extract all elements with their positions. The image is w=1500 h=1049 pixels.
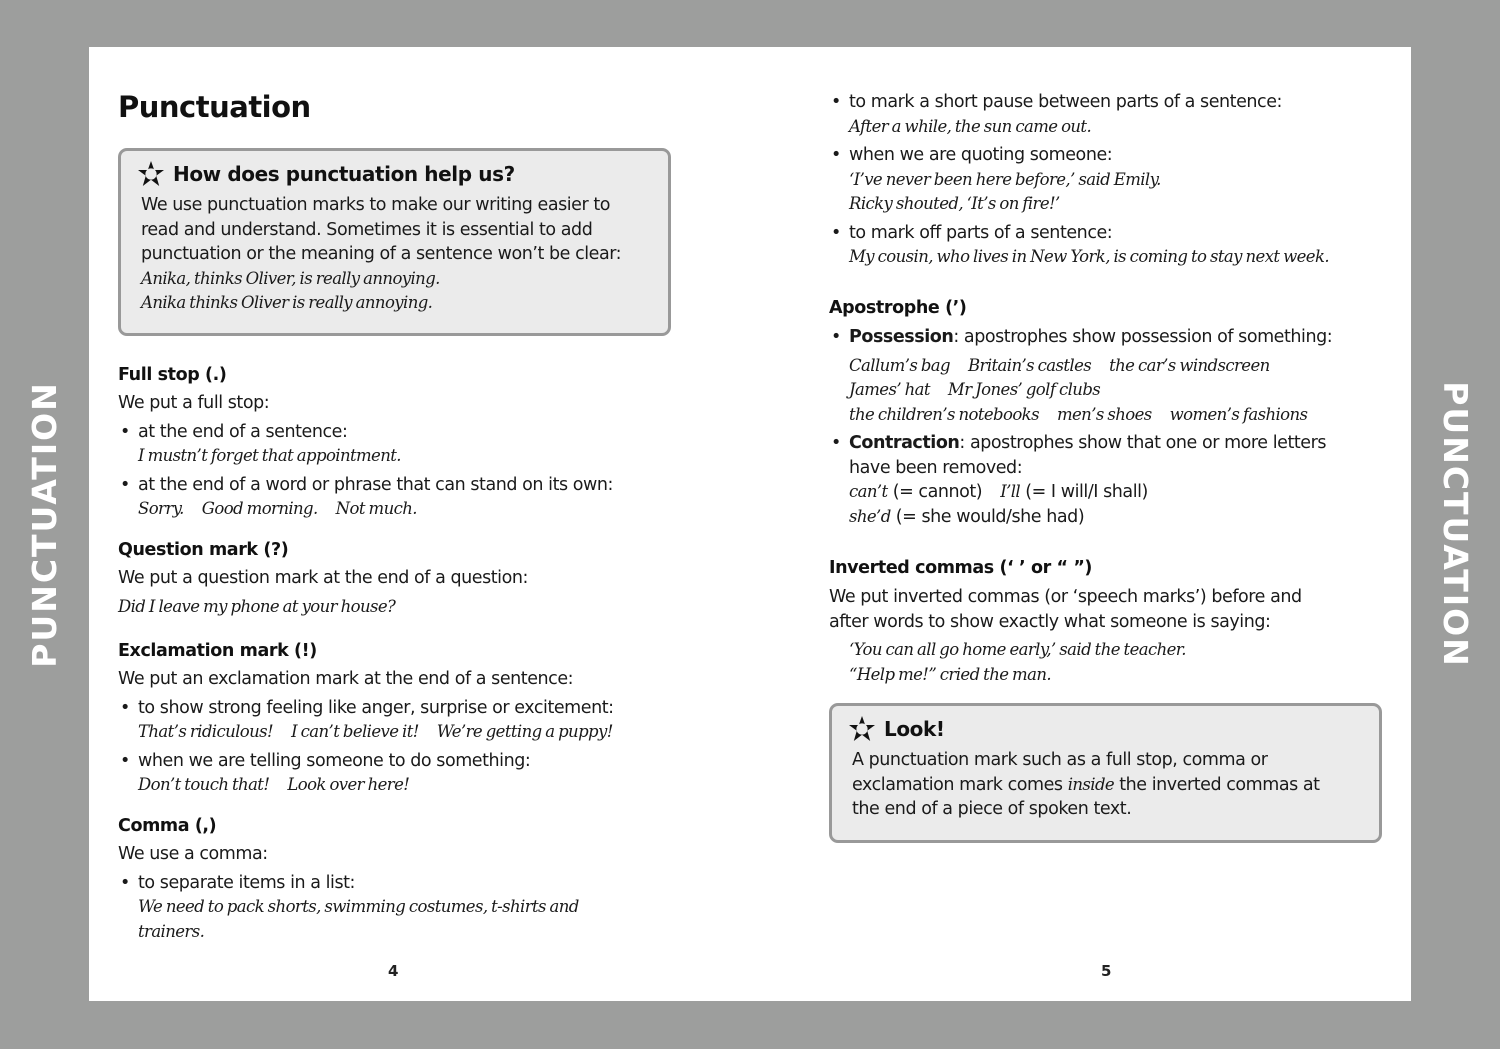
section-intro: We put an exclamation mark at the end of a sentence:: [118, 669, 574, 689]
look-text: exclamation mark comes: [852, 774, 1068, 795]
example-row: [138, 720, 678, 745]
look-box-heading: Look!: [848, 716, 1361, 742]
side-tab-label: PUNCTUATION: [25, 381, 64, 668]
example-row: [849, 378, 1389, 403]
bullet-item: [118, 871, 678, 945]
example: I mustn’t forget that appointment.: [138, 446, 401, 465]
help-box-heading: How does punctuation help us?: [137, 161, 650, 187]
bullet-text: [849, 431, 1389, 456]
side-tab-right: [1411, 0, 1500, 1049]
example: ‘You can all go home early,’ said the teacher.: [849, 640, 1186, 659]
help-line: We use punctuation marks to make our writing easier to: [141, 195, 611, 215]
bullet-text: • to mark a short pause between parts of a sentence:: [849, 92, 1282, 112]
question-mark-section: [118, 566, 678, 619]
example-row: [138, 773, 678, 798]
look-emphasis: inside: [1067, 774, 1115, 794]
bullet-item: [118, 420, 678, 469]
look-text: the inverted commas at: [1114, 774, 1320, 795]
apostrophe-heading: Apostrophe (’): [829, 298, 967, 318]
contraction-word: I’ll: [1000, 482, 1021, 501]
look-box: [829, 703, 1382, 843]
inverted-commas-section: [829, 585, 1389, 687]
question-mark-heading: Question mark (?): [118, 540, 289, 560]
example: the children’s notebooks: [849, 404, 1039, 424]
look-line: A punctuation mark such as a full stop, comma or: [852, 750, 1268, 770]
bullet-item: [829, 221, 1389, 270]
bullet-text: • to mark off parts of a sentence:: [849, 222, 1113, 243]
bullet-text: • at the end of a sentence:: [138, 421, 348, 442]
contraction-meaning: (= she would/she had): [890, 506, 1085, 527]
bullet-text: • when we are telling someone to do something:: [138, 750, 531, 771]
example: Sorry.: [138, 499, 184, 518]
example-row: [138, 497, 678, 522]
comma-section: [118, 842, 678, 944]
star-icon: [137, 161, 165, 187]
side-tab-label: PUNCTUATION: [1436, 381, 1475, 668]
look-line: the end of a piece of spoken text.: [852, 799, 1132, 819]
example: Did I leave my phone at your house?: [118, 596, 396, 616]
help-line: punctuation or the meaning of a sentence won’t be clear:: [141, 244, 622, 264]
bullet-contraction: [829, 431, 1389, 529]
book-spread: [89, 47, 1411, 1001]
example: We’re getting a puppy!: [436, 722, 613, 741]
side-tab-left: [0, 0, 89, 1049]
contraction-word: can’t: [849, 482, 888, 501]
example: That’s ridiculous!: [138, 722, 274, 741]
section-intro: We put a full stop:: [118, 393, 270, 413]
help-line: read and understand. Sometimes it is essential to add: [141, 219, 593, 240]
bullet-text: • to separate items in a list:: [138, 872, 355, 893]
example: James’ hat: [849, 380, 930, 399]
example-row: [849, 403, 1389, 428]
example: women’s fashions: [1169, 404, 1308, 424]
example: Britain’s castles: [968, 355, 1092, 375]
help-example: Anika thinks Oliver is really annoying.: [141, 293, 433, 312]
contraction-word: she’d: [849, 506, 891, 526]
help-box-body: [137, 193, 650, 316]
bullet-text-cont: have been removed:: [849, 457, 1023, 478]
contraction-meaning: (= I will/I shall): [1020, 482, 1148, 502]
example: After a while, the sun came out.: [849, 116, 1092, 136]
right-page: [829, 47, 1389, 1001]
apostrophe-section: [829, 325, 1389, 529]
contraction-row: [849, 505, 1389, 530]
bullet-text-rest: : apostrophes show possession of something:: [953, 327, 1333, 347]
bullet-item: [829, 143, 1389, 217]
contraction-row: [849, 480, 1389, 505]
example: Callum’s bag: [849, 355, 951, 375]
bullet-text: • at the end of a word or phrase that can stand on its own:: [138, 474, 613, 495]
contraction-meaning: (= cannot): [887, 482, 983, 502]
keyword: Possession: [849, 327, 954, 347]
bullet-text: • to show strong feeling like anger, surprise or excitement:: [138, 697, 614, 718]
help-example: Anika, thinks Oliver, is really annoying.: [141, 268, 440, 288]
section-intro: We use a comma:: [118, 844, 268, 864]
example: Not much.: [335, 499, 417, 518]
page-number: 5: [1101, 962, 1112, 980]
example: We need to pack shorts, swimming costumes, t-shirts and: [138, 897, 579, 916]
bullet-item: [829, 90, 1389, 139]
example: Mr Jones’ golf clubs: [947, 380, 1101, 399]
comma-heading: Comma (,): [118, 816, 217, 836]
section-line: after words to show exactly what someone is saying:: [829, 611, 1271, 632]
section-line: We put inverted commas (or ‘speech marks’) before and: [829, 587, 1302, 607]
example: men’s shoes: [1056, 404, 1152, 424]
example: I can’t believe it!: [291, 722, 419, 741]
full-stop-section: [118, 391, 678, 522]
star-icon: [848, 716, 876, 742]
bullet-possession: [829, 325, 1389, 427]
example: Good morning.: [201, 499, 318, 518]
exclamation-mark-section: [118, 667, 678, 798]
exclamation-mark-heading: Exclamation mark (!): [118, 641, 317, 661]
bullet-text: • when we are quoting someone:: [849, 145, 1113, 165]
bullet-item: [118, 696, 678, 745]
bullet-item: [118, 473, 678, 522]
example: Ricky shouted, ‘It’s on fire!’: [849, 194, 1060, 213]
keyword: Contraction: [849, 433, 960, 453]
bullet-text-rest: : apostrophes show that one or more letters: [959, 433, 1327, 453]
look-box-body: [848, 748, 1361, 822]
section-intro: We put a question mark at the end of a question:: [118, 568, 528, 588]
full-stop-heading: Full stop (.): [118, 365, 227, 385]
example: Don’t touch that!: [138, 775, 270, 794]
bullet-text: [849, 325, 1389, 350]
comma-continued-section: [829, 90, 1389, 270]
bullet-item: [118, 749, 678, 798]
example: ‘I’ve never been here before,’ said Emily.: [849, 169, 1161, 189]
example: My cousin, who lives in New York, is coming to stay next week.: [849, 247, 1329, 266]
help-box: [118, 148, 671, 336]
look-line: [852, 773, 1361, 798]
left-page: [118, 47, 678, 1001]
inverted-commas-heading: Inverted commas (‘ ’ or “ ”): [829, 558, 1093, 578]
example: Look over here!: [287, 775, 410, 794]
page-number: 4: [388, 962, 399, 980]
example: the car’s windscreen: [1109, 355, 1270, 375]
example: “Help me!” cried the man.: [849, 664, 1051, 684]
example-row: [849, 354, 1389, 379]
page-title: Punctuation: [118, 90, 311, 124]
example: trainers.: [138, 921, 205, 941]
